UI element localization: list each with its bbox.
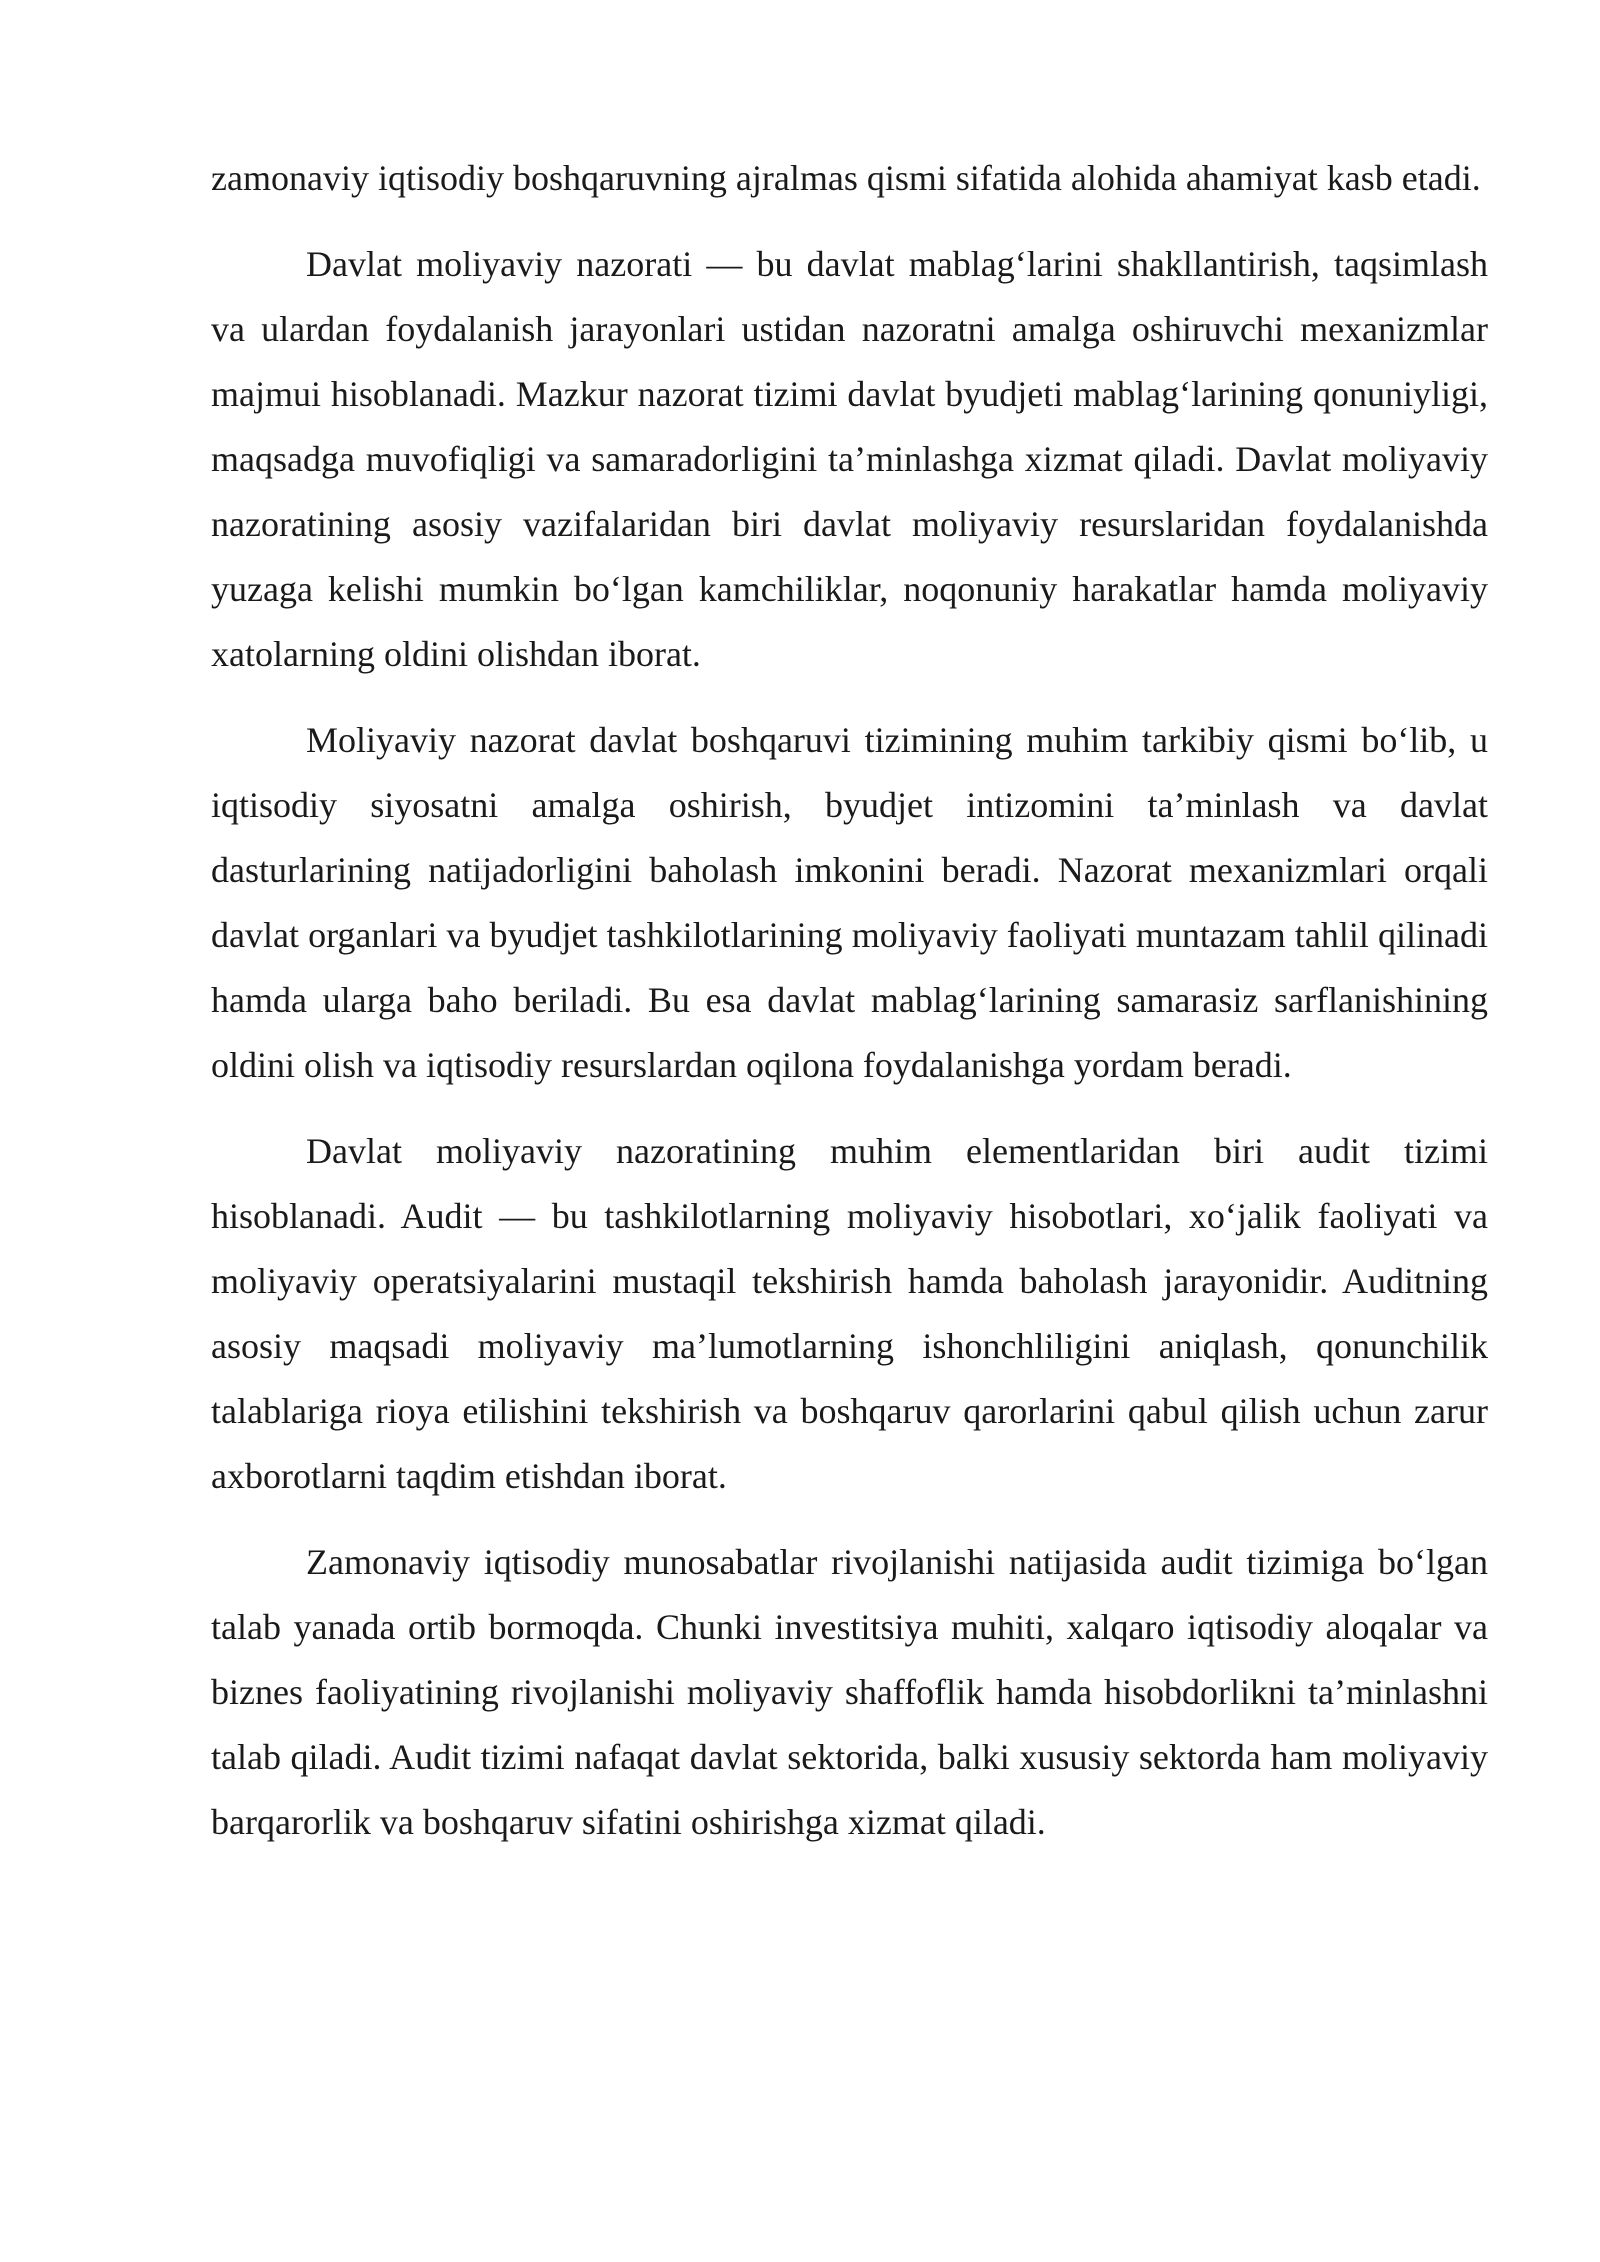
- document-body: [211, 146, 1488, 1876]
- paragraph-audit-demand: Zamonaviy iqtisodiy munosabatlar rivojlanishi natijasida audit tizimiga bo‘lgan talab yanada ortib bormoqda. Chunki investitsiya muhiti, xalqaro iqtisodiy aloqalar va biznes faoliyatining rivojlanishi moliyaviy shaffoflik hamda hisobdorlikni ta’minlashni talab qiladi. Audit tizimi nafaqat davlat sektorida, balki xususiy sektorda ham moliyaviy barqarorlik va boshqaruv sifatini oshirishga xizmat qiladi.: [211, 1542, 1488, 1842]
- paragraph-audit-system: Davlat moliyaviy nazoratining muhim elementlaridan biri audit tizimi hisoblanadi. Audit — bu tashkilotlarning moliyaviy hisobotlari, xo‘jalik faoliyati va moliyaviy operatsiyalarini mustaqil tekshirish hamda baholash jarayonidir. Auditning asosiy maqsadi moliyaviy ma’lumotlarning ishonchliligini aniqlash, qonunchilik talablariga rioya etilishini tekshirish va boshqaruv qarorlarini qabul qilish uchun zarur axborotlarni taqdim etishdan iborat.: [211, 1131, 1488, 1496]
- paragraph-continuation: zamonaviy iqtisodiy boshqaruvning ajralmas qismi sifatida alohida ahamiyat kasb etadi.: [211, 158, 1481, 198]
- paragraph-state-financial-control: Davlat moliyaviy nazorati — bu davlat mablag‘larini shakllantirish, taqsimlash va ulardan foydalanish jarayonlari ustidan nazoratni amalga oshiruvchi mexanizmlar majmui hisoblanadi. Mazkur nazorat tizimi davlat byudjeti mablag‘larining qonuniyligi, maqsadga muvofiqligi va samaradorligini ta’minlashga xizmat qiladi. Davlat moliyaviy nazoratining asosiy vazifalaridan biri davlat moliyaviy resurslaridan foydalanishda yuzaga kelishi mumkin bo‘lgan kamchiliklar, noqonuniy harakatlar hamda moliyaviy xatolarning oldini olishdan iborat.: [211, 244, 1488, 674]
- paragraph-financial-control-role: Moliyaviy nazorat davlat boshqaruvi tizimining muhim tarkibiy qismi bo‘lib, u iqtisodiy siyosatni amalga oshirish, byudjet intizomini ta’minlash va davlat dasturlarining natijadorligini baholash imkonini beradi. Nazorat mexanizmlari orqali davlat organlari va byudjet tashkilotlarining moliyaviy faoliyati muntazam tahlil qilinadi hamda ularga baho beriladi. Bu esa davlat mablag‘larining samarasiz sarflanishining oldini olish va iqtisodiy resurslardan oqilona foydalanishga yordam beradi.: [211, 720, 1488, 1085]
